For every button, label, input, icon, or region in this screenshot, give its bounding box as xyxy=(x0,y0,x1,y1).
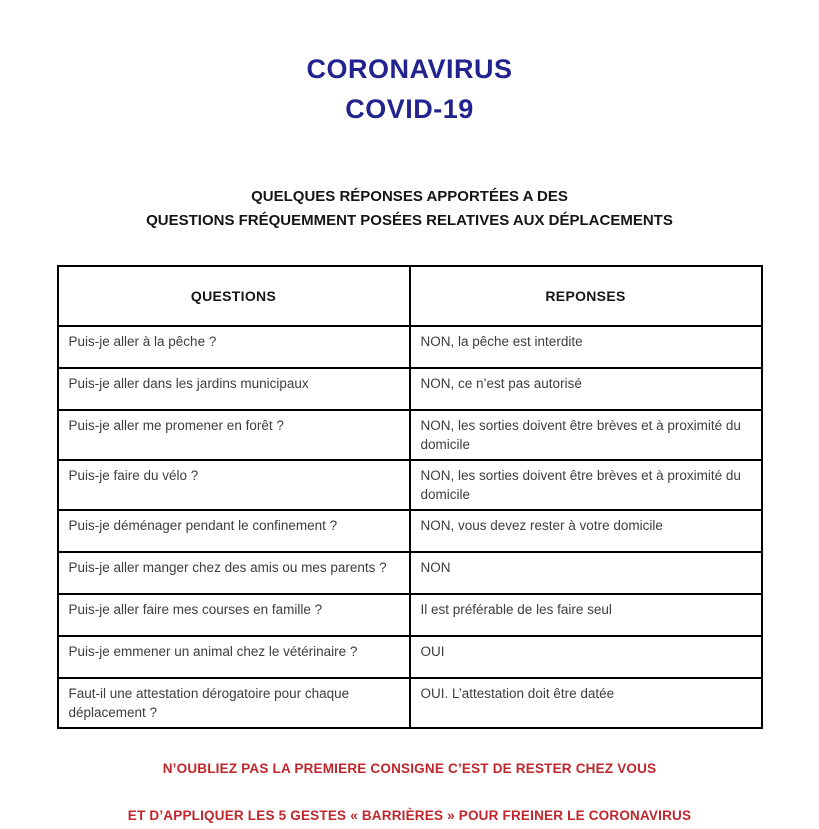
answer-cell: NON, les sorties doivent être brèves et à proximité du domicile xyxy=(410,410,762,460)
table-row xyxy=(58,368,762,410)
qa-table-body xyxy=(58,326,762,728)
question-cell: Puis-je aller faire mes courses en famille ? xyxy=(58,594,410,636)
answer-cell: NON xyxy=(410,552,762,594)
column-header-reponses: REPONSES xyxy=(410,266,762,326)
question-cell: Puis-je aller me promener en forêt ? xyxy=(58,410,410,460)
question-cell: Puis-je aller dans les jardins municipaux xyxy=(58,368,410,410)
answer-cell: NON, ce n’est pas autorisé xyxy=(410,368,762,410)
table-row xyxy=(58,594,762,636)
answer-cell: OUI xyxy=(410,636,762,678)
question-cell: Puis-je déménager pendant le confinement ? xyxy=(58,510,410,552)
footer-warning-1: N’OUBLIEZ PAS LA PREMIERE CONSIGNE C’EST DE RESTER CHEZ VOUS xyxy=(162,761,657,776)
table-row xyxy=(58,636,762,678)
question-cell: Puis-je aller à la pêche ? xyxy=(58,326,410,368)
table-row xyxy=(58,678,762,728)
question-cell: Puis-je emmener un animal chez le vétérinaire ? xyxy=(58,636,410,678)
table-row xyxy=(58,510,762,552)
page-title: CORONAVIRUS xyxy=(306,54,513,84)
table-header-row xyxy=(58,266,762,326)
footer-warning-2: ET D’APPLIQUER LES 5 GESTES « BARRIÈRES » POUR FREINER LE CORONAVIRUS xyxy=(127,808,692,823)
answer-cell: Il est préférable de les faire seul xyxy=(410,594,762,636)
table-row xyxy=(58,410,762,460)
table-row xyxy=(58,552,762,594)
page-subtitle-covid: COVID-19 xyxy=(345,94,474,124)
table-row xyxy=(58,326,762,368)
column-header-questions: QUESTIONS xyxy=(58,266,410,326)
answer-cell: OUI. L’attestation doit être datée xyxy=(410,678,762,728)
answer-cell: NON, les sorties doivent être brèves et à proximité du domicile xyxy=(410,460,762,510)
qa-table xyxy=(57,265,763,729)
question-cell: Puis-je faire du vélo ? xyxy=(58,460,410,510)
answer-cell: NON, la pêche est interdite xyxy=(410,326,762,368)
intro-line-1: QUELQUES RÉPONSES APPORTÉES A DES xyxy=(251,188,568,205)
question-cell: Faut-il une attestation dérogatoire pour chaque déplacement ? xyxy=(58,678,410,728)
intro-line-2: QUESTIONS FRÉQUEMMENT POSÉES RELATIVES AUX DÉPLACEMENTS xyxy=(146,212,673,229)
table-row xyxy=(58,460,762,510)
question-cell: Puis-je aller manger chez des amis ou mes parents ? xyxy=(58,552,410,594)
answer-cell: NON, vous devez rester à votre domicile xyxy=(410,510,762,552)
